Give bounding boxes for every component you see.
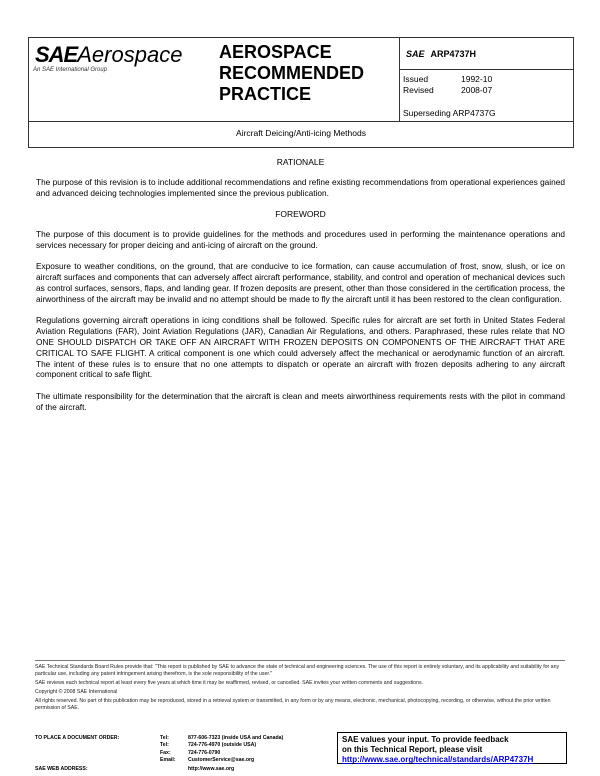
- feedback-text: on this Technical Report, please visit: [342, 745, 483, 754]
- document-body: [36, 157, 565, 423]
- feedback-link[interactable]: http://www.sae.org/technical/standards/ARP4737H: [342, 755, 534, 764]
- footer-note: Copyright © 2008 SAE International: [35, 689, 118, 695]
- contact-key: Tel:: [160, 742, 169, 749]
- issued-date: 1992-10: [461, 74, 493, 84]
- contact-value: 724-776-4970 (outside USA): [188, 742, 257, 749]
- web-address[interactable]: http://www.sae.org: [188, 766, 235, 772]
- document-type: [219, 42, 364, 105]
- issued-label: Issued: [403, 74, 429, 84]
- doc-type-line: AEROSPACE: [219, 42, 332, 62]
- doc-number-text: ARP4737H: [430, 49, 477, 59]
- footer-divider: [35, 660, 565, 661]
- sae-logo-small: SAE: [406, 49, 425, 59]
- logo-text: Aerospace: [77, 42, 183, 67]
- paragraph: The purpose of this document is to provide guidelines for the methods and procedures used in performing the maintenance operations and services necessary for proper deicing and anti-icing of aircraft on the ground.: [36, 228, 565, 250]
- superseding: Superseding ARP4737G: [403, 108, 496, 118]
- feedback-text: SAE values your input. To provide feedback: [342, 735, 509, 744]
- doc-type-line: RECOMMENDED: [219, 63, 365, 83]
- contact-key: Tel:: [160, 735, 169, 741]
- contact-email[interactable]: CustomerService@sae.org: [188, 757, 255, 764]
- divider: [399, 38, 400, 121]
- document-number: [406, 49, 476, 59]
- web-label: SAE WEB ADDRESS:: [35, 766, 88, 772]
- dates: [403, 74, 519, 96]
- revised-label: Revised: [403, 85, 434, 95]
- foreword-heading: FOREWORD: [275, 209, 326, 220]
- contact-value: 724-776-0790: [188, 749, 221, 756]
- contact-key: Email:: [160, 757, 176, 764]
- rationale-heading: RATIONALE: [276, 157, 325, 167]
- sae-aerospace-logo: [35, 42, 182, 68]
- divider: [399, 69, 573, 70]
- feedback-box: [337, 732, 567, 764]
- contact-key: Fax:: [160, 749, 171, 756]
- footer-note: SAE reviews each technical report at least every five years at which time it may be reaffirmed, revised, or cancelled. SAE invites your written comments and suggestions.: [35, 680, 423, 686]
- paragraph: Exposure to weather conditions, on the ground, that are conducive to ice formation, can cause accumulation of frost, snow, slush, or ice on aircraft surfaces and components that can adversely affect aircraft performance, stability, and control and operation of mechanical devices such as control surfaces, sensors, flaps, and landing gear. If frozen deposits are present, other than those considered in the certification process, the airworthiness of the aircraft may be invalid and no attempt should be made to fly the aircraft until it has been restored to the clean configuration.: [36, 261, 565, 304]
- footer-note: All rights reserved. No part of this publication may be reproduced, stored in a retrieval system or transmitted, in any form or by any means, electronic, mechanical, photocopying, recording, or otherwise, without the prior written permission of SAE.: [35, 698, 551, 711]
- paragraph: Regulations governing aircraft operations in icing conditions shall be followed. Specific rules for aircraft are set forth in United States Federal Aviation Regulations (FAR), Joint Aviation Regulations (JAR), Canadian Air Regulations, and others. Paraphrased, these rules relate that NO ONE SHOULD DISPATCH OR TAKE OFF AN AIRCRAFT WITH FROZEN DEPOSITS ON COMPONENTS OF THE AIRCRAFT THAT ARE CRITICAL TO SAFE FLIGHT. A critical component is one which could adversely affect the mechanical or aerodynamic function of an aircraft. The intent of these rules is to ensure that no one attempts to dispatch or operate an aircraft with frozen deposits adhering to any aircraft component critical to safe flight.: [36, 315, 565, 380]
- document-title: Aircraft Deicing/Anti-icing Methods: [236, 128, 366, 138]
- footer-note: SAE Technical Standards Board Rules provide that: "This report is published by SAE to advance the state of technical and engineering sciences. The use of this report is entirely voluntary, and its applicability and suitability for any particular use, including any patent infringement arising therefrom, is the sole responsibility of the user.": [35, 664, 560, 677]
- doc-type-line: PRACTICE: [219, 84, 312, 104]
- logo-subtitle: An SAE International Group: [33, 67, 108, 73]
- order-label: TO PLACE A DOCUMENT ORDER:: [35, 735, 120, 741]
- header-box: [28, 37, 574, 148]
- paragraph: The ultimate responsibility for the determination that the aircraft is clean and meets airworthiness requirements rests with the pilot in command of the aircraft.: [36, 390, 565, 412]
- rationale-text: The purpose of this revision is to include additional recommendations and refine existing recommendations from operational experiences gained and advanced deicing technologies implemented since the previous publication.: [36, 176, 565, 198]
- revised-date: 2008-07: [461, 85, 493, 95]
- logo-brand: SAE: [35, 42, 78, 67]
- contact-value: 877-606-7323 (inside USA and Canada): [188, 735, 284, 741]
- divider: [29, 121, 573, 122]
- footer-notes: [35, 664, 565, 714]
